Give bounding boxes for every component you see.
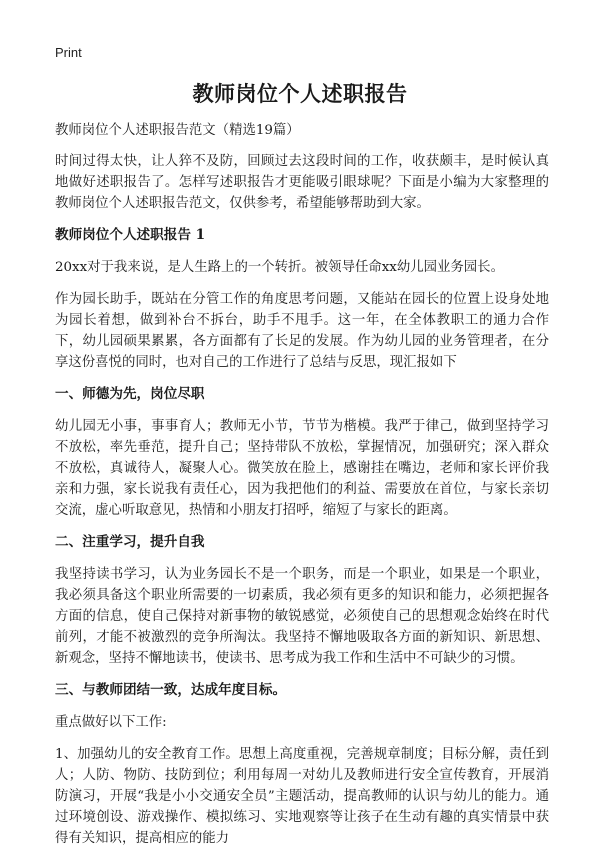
- section-heading: 教师岗位个人述职报告 1: [55, 227, 206, 243]
- subheading-1: 一、师德为先，岗位尽职: [55, 386, 205, 402]
- document-body: [55, 120, 549, 860]
- paragraph-6: 1、加强幼儿的安全教育工作。思想上高度重视，完善规章制度；目标分解，责任到人；人防、物防、技防到位；利用每周一对幼儿及教师进行安全宣传教育，开展消防演习，开展“我是小小交通安全员”主题活动，提高教师的认识与幼儿的能力。通过环境创设、游戏操作、模拟练习、实地观察等让孩子在生动有趣的真实情景中获得有关知识，提高相应的能力: [55, 747, 549, 846]
- paragraph-5: 重点做好以下工作:: [55, 715, 167, 730]
- paragraph-4: 我坚持读书学习，认为业务园长不是一个职务，而是一个职业，如果是一个职业，我必须具备这个职业所需要的一切素质，我必须有更多的知识和能力，必须把握各方面的信息，使自己保持对新事物的敏锐感觉，必须使自己的思想观念始终在时代前列，才能不被激烈的竞争所淘汰。我坚持不懈地吸取各方面的新知识、新思想、新观念，坚持不懈地读书，使读书、思考成为我工作和生活中不可缺少的习惯。: [55, 567, 549, 666]
- subheading-3: 三、与教师团结一致，达成年度目标。: [55, 682, 287, 698]
- intro-paragraph: 时间过得太快，让人猝不及防，回顾过去这段时间的工作，收获颇丰，是时候认真地做好述职报告了。怎样写述职报告才更能吸引眼球呢？下面是小编为大家整理的教师岗位个人述职报告范文，仅供参考，希望能够帮助到大家。: [55, 154, 549, 211]
- document-subtitle: 教师岗位个人述职报告范文（精选19篇）: [55, 123, 300, 138]
- subheading-2: 二、注重学习，提升自我: [55, 534, 205, 550]
- paragraph-3: 幼儿园无小事，事事育人；教师无小节，节节为楷模。我严于律己，做到坚持学习不放松，率先垂范，提升自己；坚持带队不放松，掌握情况，加强研究；深入群众不放松，真诚待人，凝聚人心。微笑放在脸上，感谢挂在嘴边，老师和家长评价我亲和力强，家长说我有责任心，因为我把他们的利益、需要放在首位，与家长亲切交流，虚心听取意见，热情和小朋友打招呼，缩短了与家长的距离。: [55, 419, 549, 518]
- paragraph-1: 20xx对于我来说，是人生路上的一个转折。被领导任命xx幼儿园业务园长。: [55, 260, 504, 275]
- print-link[interactable]: Print: [55, 45, 82, 60]
- paragraph-2: 作为园长助手，既站在分管工作的角度思考问题，又能站在园长的位置上设身处地为园长着想，做到补台不拆台，助手不甩手。这一年，在全体教职工的通力合作下，幼儿园硕果累累，各方面都有了长足的发展。作为幼儿园的业务管理者，在分享这份喜悦的同时，也对自己的工作进行了总结与反思，现汇报如下: [55, 292, 549, 370]
- page-title: 教师岗位个人述职报告: [192, 81, 408, 106]
